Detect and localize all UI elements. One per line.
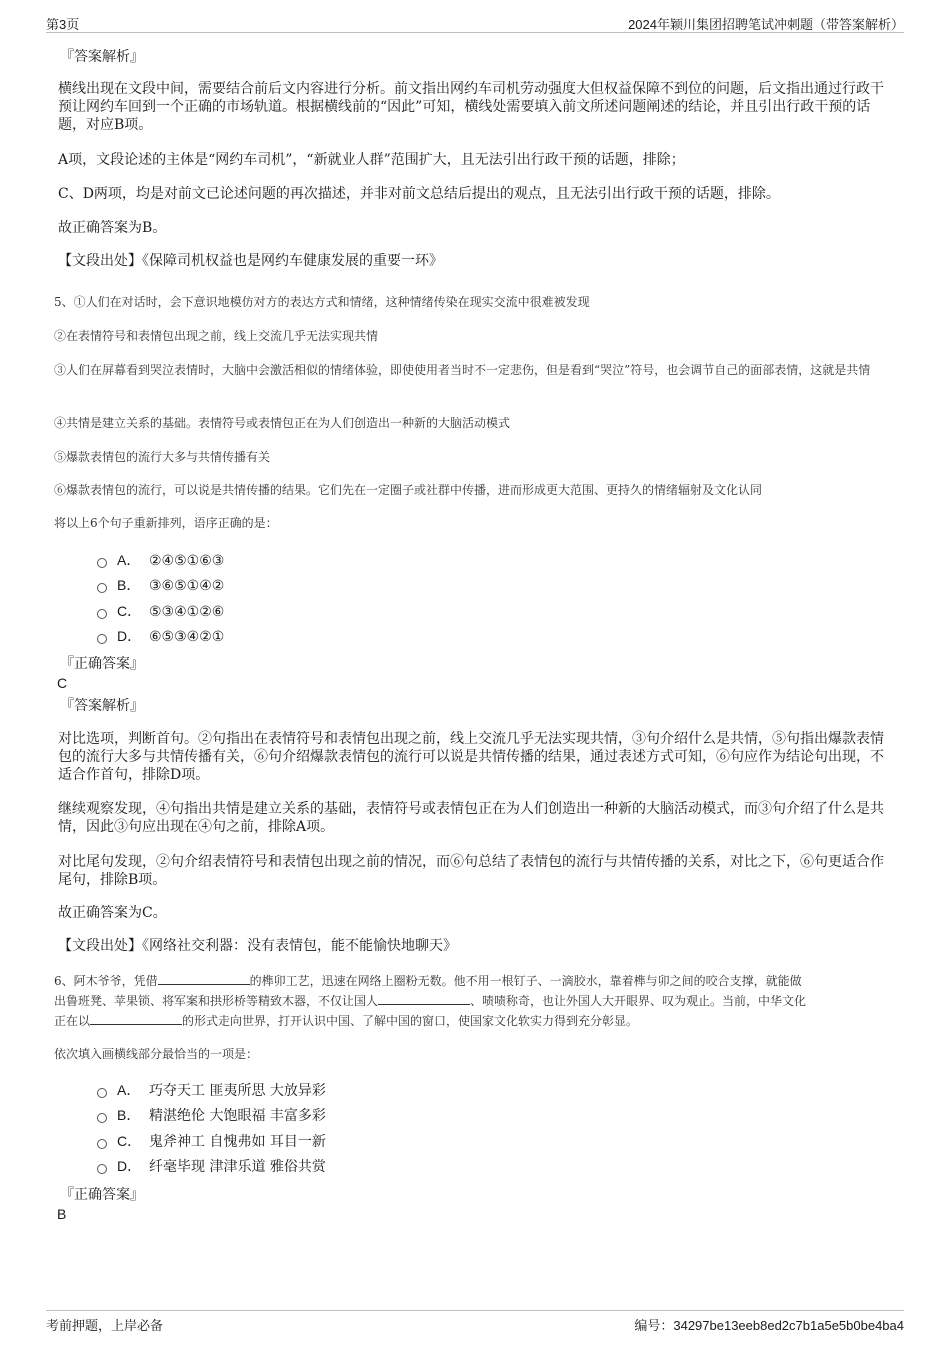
- radio-icon[interactable]: [97, 583, 107, 593]
- q4-analysis-p1: 横线出现在文段中间，需要结合前后文内容进行分析。前文指出网约车司机劳动强度大但权益保障不到位的问题，后文指出通过行政干预让网约车回到一个正确的市场轨道。根据横线前的“因此”可知，横线处需要填入前文所述问题阐述的结论，并且引出行政干预的话题，对应B项。: [58, 81, 884, 133]
- q5-answer-statement: 故正确答案为C。: [58, 905, 167, 921]
- q5-prompt: 将以上6个句子重新排列，语序正确的是：: [54, 516, 278, 530]
- q6-stem-line-1: 6、阿木爷爷，凭借 的榫卯工艺，迅速在网络上圈粉无数。他不用一根钉子、一滴胶水，靠着榫与卯之间的咬合支撑，就能做: [54, 974, 802, 988]
- correct-answer-label: 『正确答案』: [60, 656, 144, 672]
- q4-analysis-p2: A项，文段论述的主体是“网约车司机”，“新就业人群”范围扩大，且无法引出行政干预的话题，排除；: [58, 152, 685, 168]
- page-header: [46, 12, 904, 33]
- radio-icon[interactable]: [97, 1088, 107, 1098]
- radio-icon[interactable]: [97, 634, 107, 644]
- radio-icon[interactable]: [97, 1139, 107, 1149]
- correct-answer-label: 『正确答案』: [60, 1187, 144, 1203]
- fill-blank: [378, 992, 470, 1005]
- q6-option-d[interactable]: D． 纤毫毕现 津津乐道 雅俗共赏: [97, 1156, 326, 1176]
- q6-prompt: 依次填入画横线部分最恰当的一项是：: [54, 1047, 259, 1061]
- q6-stem-line-3: 正在以 的形式走向世界，打开认识中国、了解中国的窗口，使国家文化软实力得到充分彰显。: [54, 1014, 639, 1028]
- fill-blank: [90, 1012, 182, 1025]
- q5-sentence-4: ④共情是建立关系的基础。表情符号或表情包正在为人们创造出一种新的大脑活动模式: [54, 416, 511, 430]
- q6-option-a[interactable]: A． 巧夺天工 匪夷所思 大放异彩: [97, 1080, 326, 1100]
- analysis-label: 『答案解析』: [60, 49, 144, 65]
- page-footer: [46, 1310, 904, 1334]
- q5-source: 【文段出处】《网络社交利器：没有表情包，能不能愉快地聊天》: [58, 938, 457, 954]
- q5-sentence-1: 5、①人们在对话时，会下意识地模仿对方的表达方式和情绪，这种情绪传染在现实交流中很难被发现: [54, 295, 590, 309]
- radio-icon[interactable]: [97, 1164, 107, 1174]
- fill-blank: [158, 972, 250, 985]
- q5-sentence-2: ②在表情符号和表情包出现之前，线上交流几乎无法实现共情: [54, 329, 379, 343]
- q5-sentence-5: ⑤爆款表情包的流行大多与共情传播有关: [54, 450, 271, 464]
- q5-sentence-6: ⑥爆款表情包的流行，可以说是共情传播的结果。它们先在一定圈子或社群中传播，进而形成更大范围、更持久的情绪辐射及文化认同: [54, 483, 763, 497]
- radio-icon[interactable]: [97, 1113, 107, 1123]
- q5-analysis-p2: 继续观察发现，④句指出共情是建立关系的基础，表情符号或表情包正在为人们创造出一种新的大脑活动模式，而③句介绍了什么是共情，因此③句应出现在④句之前，排除A项。: [58, 801, 884, 835]
- q5-analysis-p3: 对比尾句发现，②句介绍表情符号和表情包出现之前的情况，而⑥句总结了表情包的流行与共情传播的关系，对比之下，⑥句更适合作尾句，排除B项。: [58, 854, 884, 888]
- q5-option-d[interactable]: D． ⑥⑤③④②①: [97, 626, 224, 646]
- q5-analysis-p1: 对比选项，判断首句。②句指出在表情符号和表情包出现之前，线上交流几乎无法实现共情，③句介绍什么是共情，⑤句指出爆款表情包的流行大多与共情传播有关，⑥句介绍爆款表情包的流行可以说是共情传播的结果，通过表述方式可知，⑥句应作为结论句出现，不适合作首句，排除D项。: [58, 731, 884, 783]
- radio-icon[interactable]: [97, 558, 107, 568]
- q6-stem-line-2: 出鲁班凳、苹果锁、将军案和拱形桥等精致木器，不仅让国人 、啧啧称奇，也让外国人大开眼界、叹为观止。当前，中华文化: [54, 994, 807, 1008]
- q4-analysis-p3: C、D两项，均是对前文已论述问题的再次描述，并非对前文总结后提出的观点，且无法引出行政干预的话题，排除。: [58, 186, 780, 202]
- q5-sentence-3: ③人们在屏幕看到哭泣表情时，大脑中会激活相似的情绪体验，即使使用者当时不一定悲伤，但是看到“哭泣”符号，也会调节自己的面部表情，这就是共情: [54, 363, 871, 377]
- q6-option-c[interactable]: C． 鬼斧神工 自愧弗如 耳目一新: [97, 1131, 326, 1151]
- page-number: 第3页: [46, 17, 80, 32]
- document-code: 编号：34297be13eeb8ed2c7b1a5e5b0be4ba4: [634, 1318, 904, 1334]
- q4-answer-statement: 故正确答案为B。: [58, 220, 167, 236]
- q4-source: 【文段出处】《保障司机权益也是网约车健康发展的重要一环》: [58, 253, 443, 269]
- radio-icon[interactable]: [97, 609, 107, 619]
- document-title: 2024年颖川集团招聘笔试冲刺题（带答案解析）: [628, 17, 904, 32]
- analysis-label: 『答案解析』: [60, 698, 144, 714]
- q5-option-b[interactable]: B． ③⑥⑤①④②: [97, 575, 224, 595]
- q5-option-a[interactable]: A． ②④⑤①⑥③: [97, 550, 224, 570]
- q5-correct-answer: C: [57, 675, 68, 691]
- footer-slogan: 考前押题，上岸必备: [46, 1319, 164, 1334]
- q6-option-b[interactable]: B． 精湛绝伦 大饱眼福 丰富多彩: [97, 1105, 326, 1125]
- q5-option-c[interactable]: C． ⑤③④①②⑥: [97, 601, 224, 621]
- q6-correct-answer: B: [57, 1206, 67, 1222]
